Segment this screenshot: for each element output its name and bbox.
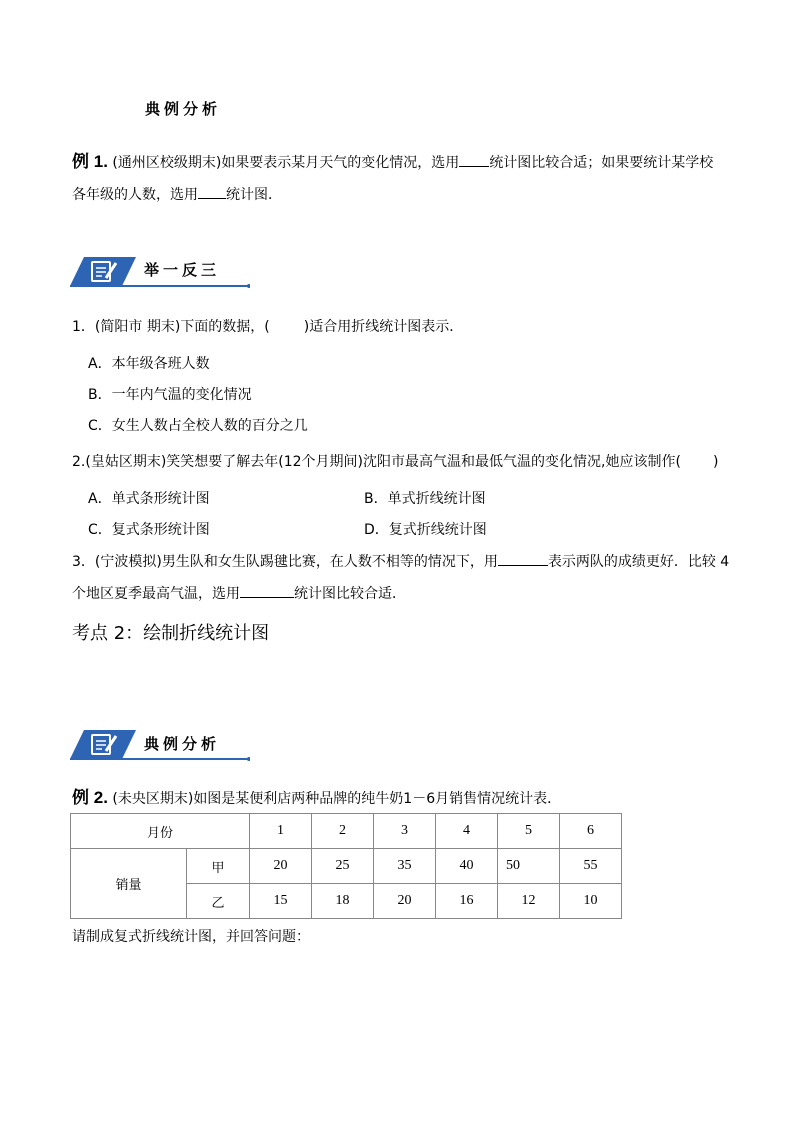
example-1-label: 例 1 xyxy=(72,152,104,171)
example-2-text: 如图是某便利店两种品牌的纯牛奶1－6月销售情况统计表． xyxy=(193,791,562,807)
question-3-text-b: 表示两队的成绩更好．比较 4 xyxy=(547,554,730,570)
example-2-label: 例 2 xyxy=(72,788,104,807)
answer-blank[interactable] xyxy=(459,152,489,167)
month-cell: 1 xyxy=(250,814,312,849)
answer-blank[interactable] xyxy=(198,184,226,199)
value-cell: 50 xyxy=(498,849,560,884)
month-cell: 6 xyxy=(560,814,622,849)
question-2-option-d[interactable]: D．复式折线统计图 xyxy=(364,522,487,538)
question-2-option-c[interactable]: C．复式条形统计图 xyxy=(88,522,210,538)
brand-cell: 乙 xyxy=(187,884,250,919)
value-cell: 16 xyxy=(436,884,498,919)
question-1-stem xyxy=(72,317,463,337)
question-2-option-a[interactable]: A．单式条形统计图 xyxy=(88,491,210,507)
banner-end-dot xyxy=(247,757,250,761)
example-1-dot: . xyxy=(103,152,108,171)
banner-analysis-title: 典例分析 xyxy=(144,735,221,753)
example-2-dot: . xyxy=(103,788,108,807)
value-cell: 15 xyxy=(250,884,312,919)
banner-practice-title: 举一反三 xyxy=(144,261,221,279)
question-3-text-c: 个地区夏季最高气温，选用 xyxy=(72,586,240,602)
value-cell: 25 xyxy=(312,849,374,884)
example-1-text-c: 各年级的人数，选用 xyxy=(72,187,198,203)
example-1-text-a: 如果要表示某月天气的变化情况，选用 xyxy=(221,155,460,171)
brand-cell: 甲 xyxy=(187,849,250,884)
answer-blank[interactable] xyxy=(498,551,548,566)
question-3-line-2 xyxy=(72,583,406,604)
question-3-line-1 xyxy=(72,551,729,572)
banner-underline xyxy=(70,285,250,287)
answer-blank[interactable] xyxy=(240,583,294,598)
value-cell: 40 xyxy=(436,849,498,884)
month-cell: 5 xyxy=(498,814,560,849)
example-2-source: (未央区期末) xyxy=(112,791,194,807)
question-2-stem xyxy=(72,452,718,472)
section-title-analysis: 典例分析 xyxy=(145,100,222,118)
example-1-line-1 xyxy=(72,152,713,173)
question-1-stem-b: )适合用折线统计图表示． xyxy=(303,319,464,335)
example-1-source: (通州区校级期末) xyxy=(112,155,222,171)
example-1-line-2 xyxy=(72,184,282,205)
section-heading-topic-2: 考点 2：绘制折线统计图 xyxy=(72,623,270,644)
table-row xyxy=(71,849,622,884)
value-cell: 12 xyxy=(498,884,560,919)
value-cell: 20 xyxy=(374,884,436,919)
question-3-text-a: 3．(宁波模拟)男生队和女生队踢毽比赛，在人数不相等的情况下，用 xyxy=(72,554,498,570)
month-cell: 2 xyxy=(312,814,374,849)
banner-end-dot xyxy=(247,284,250,288)
question-1-option-b[interactable]: B．一年内气温的变化情况 xyxy=(88,387,252,403)
table-row xyxy=(71,814,622,849)
question-2-option-b[interactable]: B．单式折线统计图 xyxy=(364,491,486,507)
value-cell: 35 xyxy=(374,849,436,884)
question-1-option-a[interactable]: A．本年级各班人数 xyxy=(88,356,210,372)
question-1-option-c[interactable]: C．女生人数占全校人数的百分之几 xyxy=(88,418,308,434)
value-cell: 10 xyxy=(560,884,622,919)
question-3-text-d: 统计图比较合适． xyxy=(294,586,406,602)
question-2-stem-b: ) xyxy=(712,454,719,470)
sales-label-cell: 销量 xyxy=(71,849,187,919)
instruction-text: 请制成复式折线统计图，并回答问题： xyxy=(72,929,310,945)
question-2-stem-a: 2.(皇姑区期末)笑笑想要了解去年(12个月期间)沈阳市最高气温和最低气温的变化情况,她应该制作( xyxy=(72,454,681,470)
question-1-stem-a: 1．(简阳市 期末)下面的数据，( xyxy=(72,319,270,335)
month-cell: 4 xyxy=(436,814,498,849)
month-cell: 3 xyxy=(374,814,436,849)
example-1-text-b: 统计图比较合适；如果要统计某学校 xyxy=(489,155,714,171)
example-2-line xyxy=(72,788,561,809)
value-cell: 18 xyxy=(312,884,374,919)
sales-table xyxy=(70,813,622,919)
example-1-text-d: 统计图． xyxy=(226,187,282,203)
value-cell: 20 xyxy=(250,849,312,884)
banner-underline xyxy=(70,758,250,760)
month-header-cell: 月份 xyxy=(71,814,250,849)
value-cell: 55 xyxy=(560,849,622,884)
